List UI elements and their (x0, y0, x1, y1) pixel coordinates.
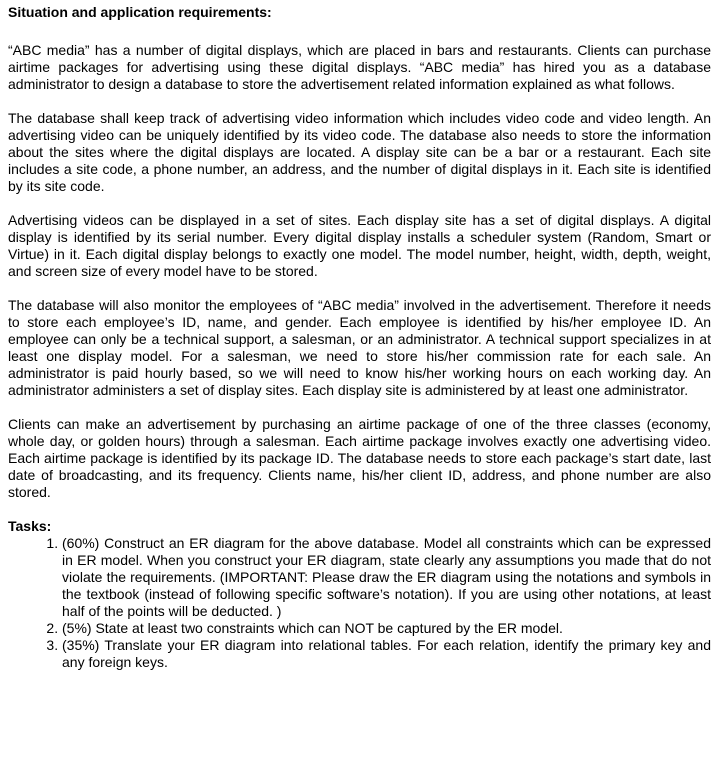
paragraph-videos-sites: The database shall keep track of advertising video information which includes video code and video length. An advertising video can be uniquely identified by its video code. The database also needs to store the information about the sites where the digital displays are located. A display site can be a bar or a restaurant. Each site includes a site code, a phone number, an address, and the number of digital displays in it. Each site is identified by its site code. (8, 110, 711, 194)
paragraph-intro: “ABC media” has a number of digital displays, which are placed in bars and restaurants. Clients can purchase airtime packages for advertising using these digital displays. “ABC media” has hired you as a database administrator to design a database to store the advertisement related information explained as what follows. (8, 42, 711, 92)
task-item-1: 1. (60%) Construct an ER diagram for the above database. Model all constraints which can be expressed in ER model. When you construct your ER diagram, state clearly any assumptions you made that do not violate the requirements. (IMPORTANT: Please draw the ER diagram using the notations and symbols in the textbook (instead of following specific software’s notation). If you are using other notations, at least half of the points will be deducted. ) (62, 535, 711, 620)
tasks-list (8, 535, 711, 671)
section-heading: Situation and application requirements: (8, 4, 272, 20)
task-item-3: 3. (35%) Translate your ER diagram into relational tables. For each relation, identify the primary key and any foreign keys. (62, 637, 711, 671)
tasks-heading: Tasks: (8, 518, 52, 534)
paragraph-employees: The database will also monitor the employees of “ABC media” involved in the advertisement. Therefore it needs to store each employee’s ID, name, and gender. Each employee is identified by his/her employee ID. An employee can only be a technical support, a salesman, or an administrator. A technical support specializes in at least one display model. For a salesman, we need to store his/her commission rate for each sale. An administrator is paid hourly based, so we will need to know his/her working hours on each working day. An administrator administers a set of display sites. Each display site is administered by at least one administrator. (8, 297, 711, 398)
paragraph-displays-models: Advertising videos can be displayed in a set of sites. Each display site has a set of digital displays. A digital display is identified by its serial number. Every digital display installs a scheduler system (Random, Smart or Virtue) in it. Each digital display belongs to exactly one model. The model number, height, width, depth, weight, and screen size of every model have to be stored. (8, 212, 711, 279)
paragraph-clients-packages: Clients can make an advertisement by purchasing an airtime package of one of the three classes (economy, whole day, or golden hours) through a salesman. Each airtime package involves exactly one advertising video. Each airtime package is identified by its package ID. The database needs to store each package’s start date, last date of broadcasting, and its frequency. Clients name, his/her client ID, address, and phone number are also stored. (8, 416, 711, 500)
task-item-2: 2. (5%) State at least two constraints which can NOT be captured by the ER model. (62, 620, 711, 637)
